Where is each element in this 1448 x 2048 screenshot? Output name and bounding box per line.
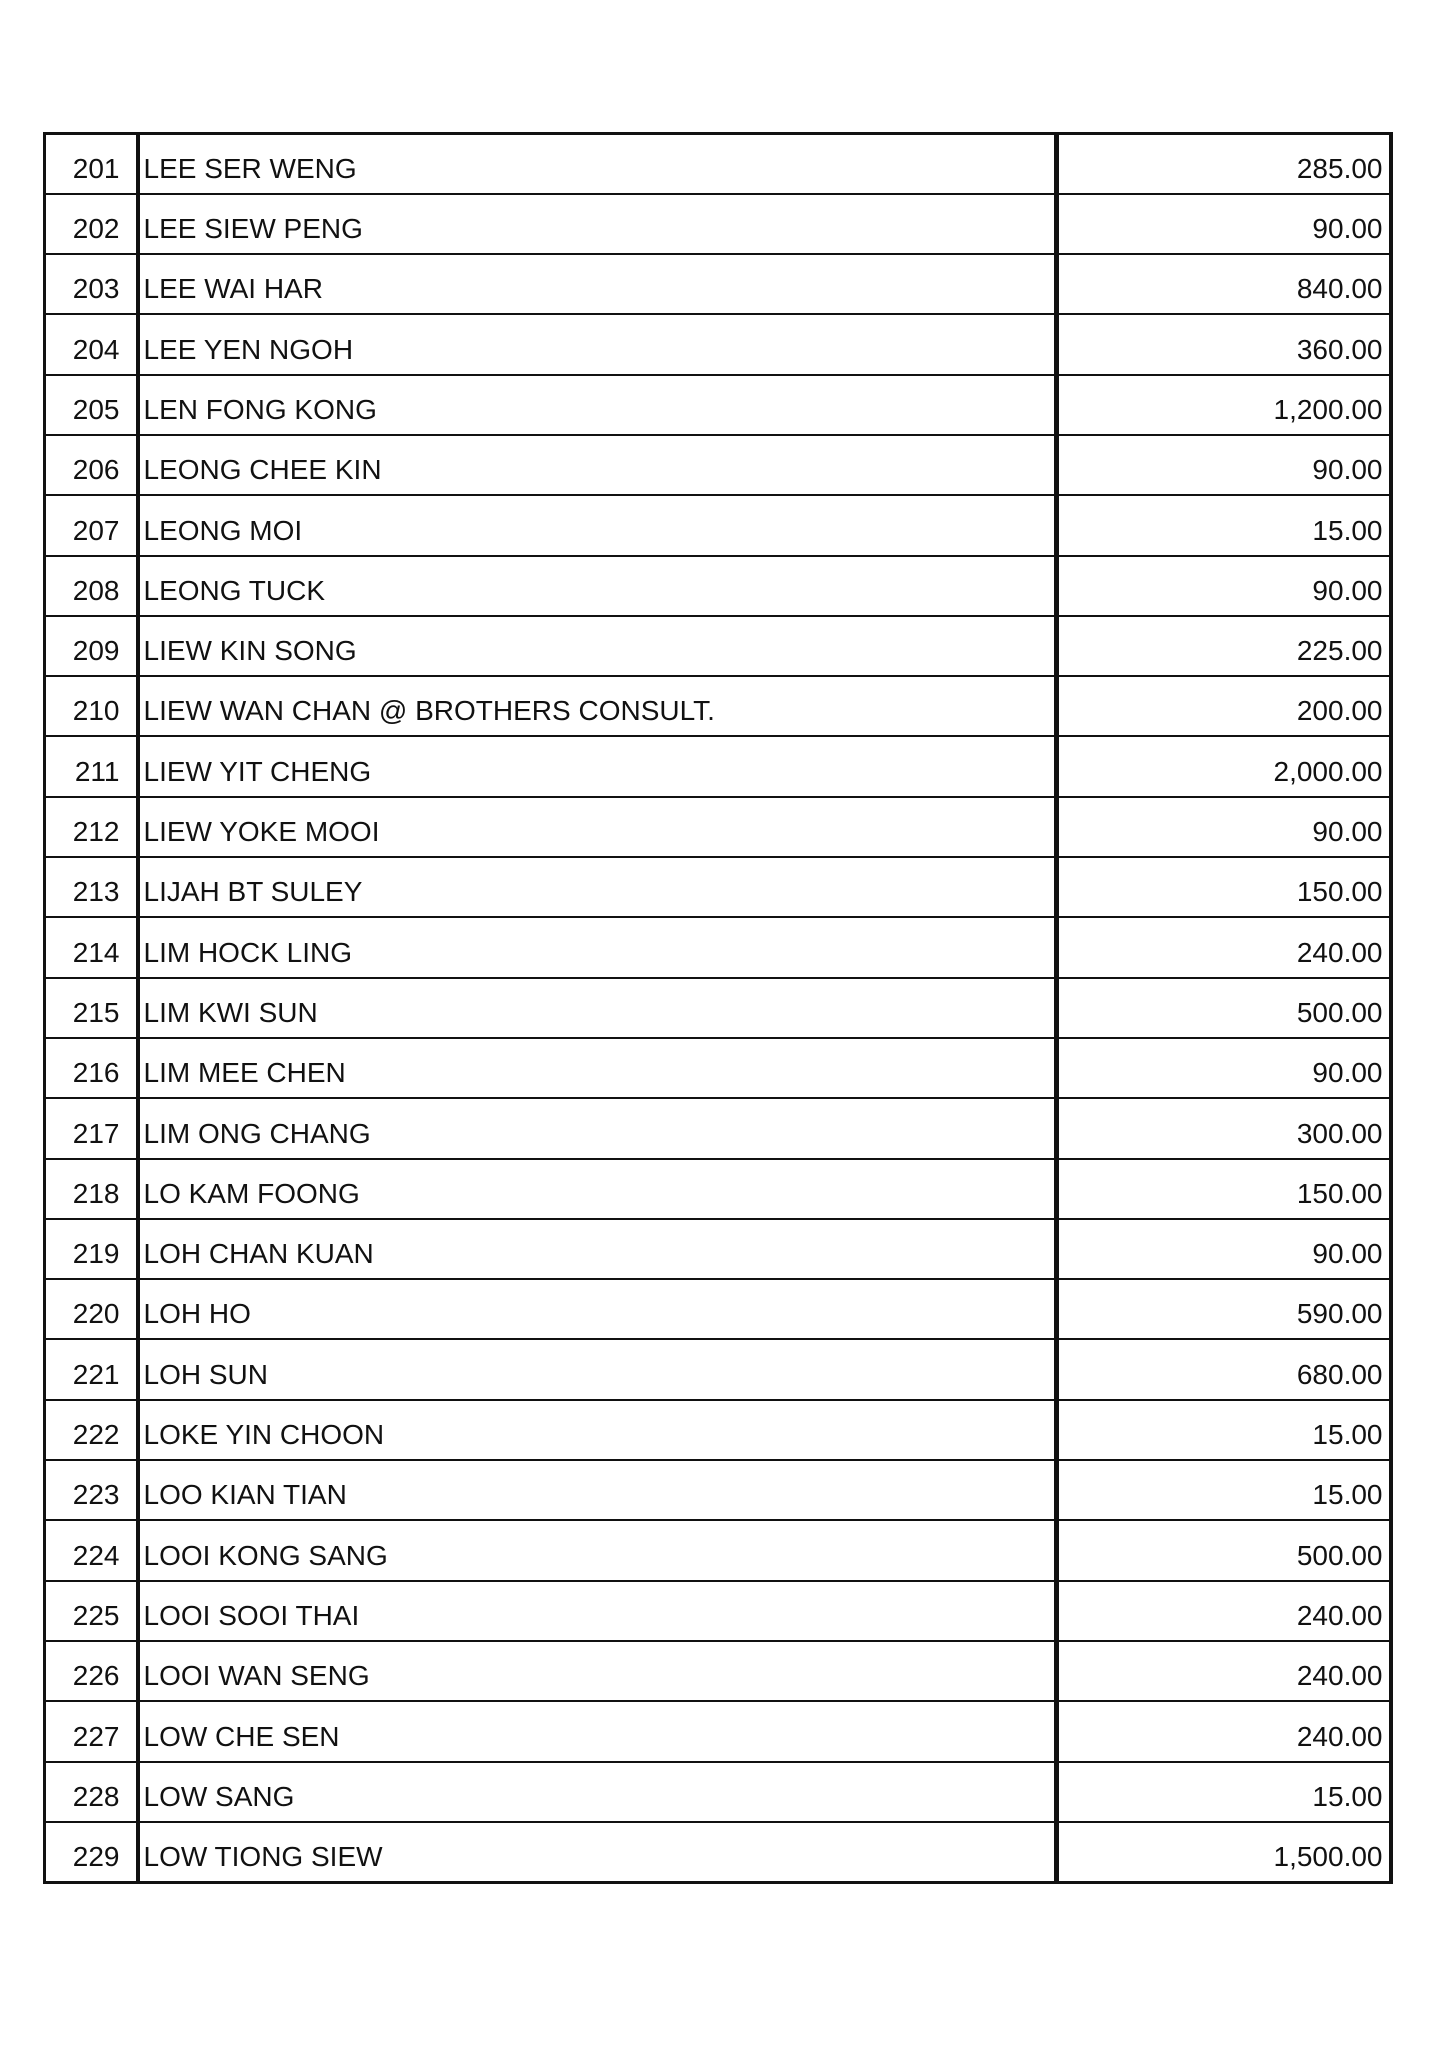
row-number: 222 xyxy=(45,1400,138,1460)
row-name: LIJAH BT SULEY xyxy=(138,857,1057,917)
row-number: 218 xyxy=(45,1159,138,1219)
row-amount: 15.00 xyxy=(1057,1400,1391,1460)
table-body xyxy=(45,134,1391,1883)
row-number: 212 xyxy=(45,797,138,857)
row-name: LOH HO xyxy=(138,1279,1057,1339)
table-row xyxy=(45,314,1391,374)
row-number: 219 xyxy=(45,1219,138,1279)
row-number: 201 xyxy=(45,134,138,194)
row-name: LOOI WAN SENG xyxy=(138,1641,1057,1701)
row-amount: 15.00 xyxy=(1057,495,1391,555)
row-number: 216 xyxy=(45,1038,138,1098)
row-name: LEN FONG KONG xyxy=(138,375,1057,435)
row-amount: 300.00 xyxy=(1057,1098,1391,1158)
table-row xyxy=(45,736,1391,796)
table-row xyxy=(45,194,1391,254)
contribution-table xyxy=(43,132,1393,1884)
table-row xyxy=(45,1038,1391,1098)
row-amount: 150.00 xyxy=(1057,1159,1391,1219)
row-amount: 1,200.00 xyxy=(1057,375,1391,435)
table-row xyxy=(45,1460,1391,1520)
row-number: 204 xyxy=(45,314,138,374)
row-name: LOH SUN xyxy=(138,1339,1057,1399)
row-number: 217 xyxy=(45,1098,138,1158)
row-number: 220 xyxy=(45,1279,138,1339)
row-name: LEONG CHEE KIN xyxy=(138,435,1057,495)
row-amount: 240.00 xyxy=(1057,917,1391,977)
row-name: LOH CHAN KUAN xyxy=(138,1219,1057,1279)
row-name: LIM ONG CHANG xyxy=(138,1098,1057,1158)
table-row xyxy=(45,1701,1391,1761)
table-row xyxy=(45,1098,1391,1158)
table-row xyxy=(45,1520,1391,1580)
row-name: LIEW YOKE MOOI xyxy=(138,797,1057,857)
row-amount: 200.00 xyxy=(1057,676,1391,736)
table-row xyxy=(45,857,1391,917)
row-number: 206 xyxy=(45,435,138,495)
row-amount: 90.00 xyxy=(1057,797,1391,857)
row-name: LIM MEE CHEN xyxy=(138,1038,1057,1098)
row-amount: 840.00 xyxy=(1057,254,1391,314)
row-name: LIM HOCK LING xyxy=(138,917,1057,977)
row-number: 205 xyxy=(45,375,138,435)
row-amount: 2,000.00 xyxy=(1057,736,1391,796)
row-name: LOO KIAN TIAN xyxy=(138,1460,1057,1520)
row-number: 223 xyxy=(45,1460,138,1520)
row-name: LIEW KIN SONG xyxy=(138,616,1057,676)
row-amount: 240.00 xyxy=(1057,1581,1391,1641)
table-row xyxy=(45,616,1391,676)
row-name: LOW CHE SEN xyxy=(138,1701,1057,1761)
table-row xyxy=(45,375,1391,435)
row-name: LEE WAI HAR xyxy=(138,254,1057,314)
table-row xyxy=(45,556,1391,616)
row-number: 226 xyxy=(45,1641,138,1701)
row-name: LIEW WAN CHAN @ BROTHERS CONSULT. xyxy=(138,676,1057,736)
row-name: LEONG TUCK xyxy=(138,556,1057,616)
row-number: 202 xyxy=(45,194,138,254)
table-row xyxy=(45,797,1391,857)
row-number: 213 xyxy=(45,857,138,917)
row-amount: 500.00 xyxy=(1057,978,1391,1038)
row-name: LEE SER WENG xyxy=(138,134,1057,194)
row-amount: 90.00 xyxy=(1057,194,1391,254)
row-name: LOW SANG xyxy=(138,1762,1057,1822)
row-amount: 150.00 xyxy=(1057,857,1391,917)
row-number: 228 xyxy=(45,1762,138,1822)
table-row xyxy=(45,1762,1391,1822)
row-number: 207 xyxy=(45,495,138,555)
row-amount: 500.00 xyxy=(1057,1520,1391,1580)
table-row xyxy=(45,1400,1391,1460)
row-amount: 90.00 xyxy=(1057,556,1391,616)
table-row xyxy=(45,676,1391,736)
table-row xyxy=(45,1581,1391,1641)
row-number: 229 xyxy=(45,1822,138,1882)
row-name: LIM KWI SUN xyxy=(138,978,1057,1038)
row-name: LEE SIEW PENG xyxy=(138,194,1057,254)
row-amount: 1,500.00 xyxy=(1057,1822,1391,1882)
row-amount: 680.00 xyxy=(1057,1339,1391,1399)
contribution-list xyxy=(43,132,1389,1884)
row-name: LEONG MOI xyxy=(138,495,1057,555)
row-amount: 240.00 xyxy=(1057,1701,1391,1761)
row-name: LO KAM FOONG xyxy=(138,1159,1057,1219)
row-amount: 590.00 xyxy=(1057,1279,1391,1339)
row-name: LOW TIONG SIEW xyxy=(138,1822,1057,1882)
row-name: LEE YEN NGOH xyxy=(138,314,1057,374)
row-number: 209 xyxy=(45,616,138,676)
table-row xyxy=(45,1279,1391,1339)
table-row xyxy=(45,1339,1391,1399)
row-number: 203 xyxy=(45,254,138,314)
table-row xyxy=(45,1219,1391,1279)
table-row xyxy=(45,917,1391,977)
row-amount: 360.00 xyxy=(1057,314,1391,374)
table-row xyxy=(45,1159,1391,1219)
table-row xyxy=(45,1641,1391,1701)
row-number: 215 xyxy=(45,978,138,1038)
row-number: 224 xyxy=(45,1520,138,1580)
table-row xyxy=(45,1822,1391,1882)
table-row xyxy=(45,254,1391,314)
row-amount: 285.00 xyxy=(1057,134,1391,194)
row-number: 214 xyxy=(45,917,138,977)
row-amount: 90.00 xyxy=(1057,1219,1391,1279)
row-amount: 15.00 xyxy=(1057,1762,1391,1822)
row-number: 227 xyxy=(45,1701,138,1761)
row-amount: 90.00 xyxy=(1057,435,1391,495)
row-amount: 90.00 xyxy=(1057,1038,1391,1098)
row-number: 225 xyxy=(45,1581,138,1641)
table-row xyxy=(45,495,1391,555)
row-name: LIEW YIT CHENG xyxy=(138,736,1057,796)
row-amount: 15.00 xyxy=(1057,1460,1391,1520)
table-row xyxy=(45,978,1391,1038)
row-amount: 240.00 xyxy=(1057,1641,1391,1701)
row-number: 208 xyxy=(45,556,138,616)
row-name: LOOI KONG SANG xyxy=(138,1520,1057,1580)
table-row xyxy=(45,435,1391,495)
row-number: 210 xyxy=(45,676,138,736)
row-number: 221 xyxy=(45,1339,138,1399)
table-row xyxy=(45,134,1391,194)
row-number: 211 xyxy=(45,736,138,796)
row-name: LOOI SOOI THAI xyxy=(138,1581,1057,1641)
row-name: LOKE YIN CHOON xyxy=(138,1400,1057,1460)
row-amount: 225.00 xyxy=(1057,616,1391,676)
